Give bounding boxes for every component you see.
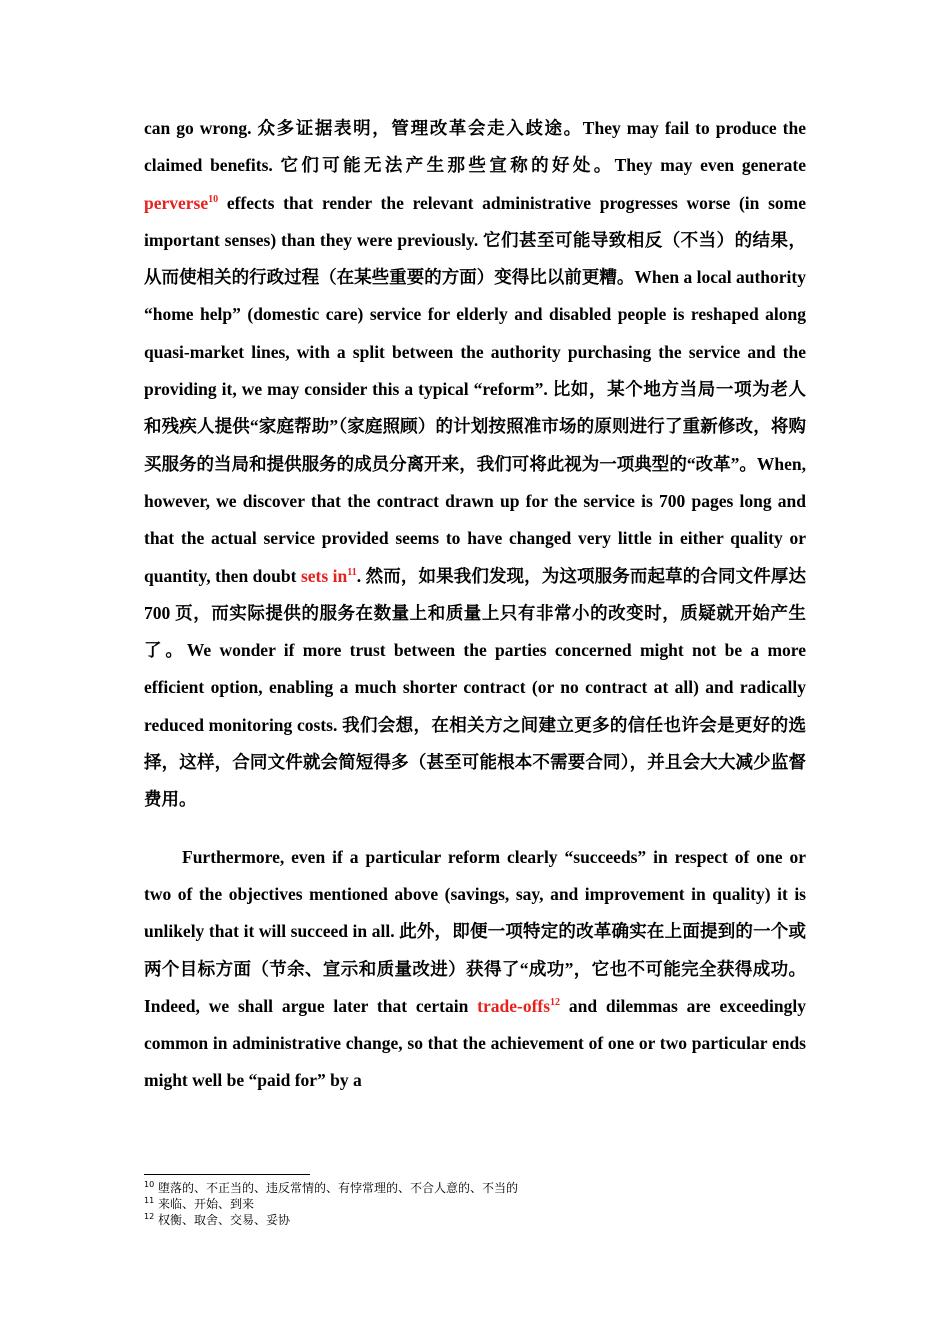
footnote-ref-12: 12 [550, 997, 561, 1008]
footnote-text: 堕落的、不正当的、违反常情的、有悖常理的、不合人意的、不当的 [158, 1181, 519, 1195]
footnote-text: 权衡、取舍、交易、妥协 [158, 1213, 291, 1227]
p2-text-1: Furthermore, even if a particular reform clearly “succeeds” in respect of one or two of the objectives mentioned above (savings, say, and improvement in quality) it is unlikely that it will succeed in all. 此外，即便一项特定的改革确实在上面提到的一个或两个目标方面（节余、宣示和质量改进）获得了“成功”，它也不可能完全获得成功。Indeed, we shall argue later that certain [144, 846, 806, 1016]
footnote-12 [144, 1212, 806, 1228]
footnotes [144, 1180, 806, 1228]
footnote-number: 12 [144, 1212, 155, 1221]
footnote-number: 11 [144, 1196, 155, 1205]
keyword-perverse [144, 193, 218, 213]
footnote-number: 10 [144, 1180, 155, 1189]
footnote-11 [144, 1196, 806, 1212]
p1-text-1: can go wrong. 众多证据表明，管理改革会走入歧途。They may fail to produce the claimed benefits. 它们可能无法产生那些宣称的好处。They may even generate [144, 118, 806, 176]
footnote-text: 来临、开始、到来 [158, 1197, 255, 1211]
footnote-separator [144, 1174, 310, 1175]
p2-text-2: and dilemmas are exceedingly common in administrative change, so that the achievement of one or two particular ends might well be “paid for” by a [144, 995, 806, 1091]
paragraph-1 [144, 110, 806, 819]
keyword-perverse-text: perverse [144, 192, 209, 213]
paragraph-2 [144, 839, 806, 1100]
footnote-10 [144, 1180, 806, 1196]
keyword-sets-in [301, 566, 357, 586]
main-text [144, 110, 806, 1100]
keyword-trade-offs [477, 996, 560, 1016]
footnote-ref-11: 11 [347, 566, 357, 578]
keyword-sets-in-text: sets in [300, 565, 348, 586]
keyword-trade-offs-text: trade-offs [477, 995, 551, 1016]
p1-text-2: effects that render the relevant administrative progresses worse (in some important senses) than they were previously. 它们甚至可能导致相反（不当）的结果，从而使相关的行政过程（在某些重要的方面）变得比以前更糟。When a local authority “home help” (domestic care) service for elderly and disabled people is reshaped along quasi-market lines, with a split between the authority purchasing the service and the providing it, we may consider this a typical “reform”. 比如，某个地方当局一项为老人和残疾人提供“家庭帮助”（家庭照顾）的计划按照准市场的原则进行了重新修改，将购买服务的当局和提供服务的成员分离开来，我们可将此视为一项典型的“改革”。When, however, we discover that the contract drawn up for the service is 700 pages long and that the actual service provided seems to have changed very little in either quality or quantity, then doubt [144, 192, 806, 586]
footnote-ref-10: 10 [208, 193, 219, 205]
p1-text-3: . 然而，如果我们发现，为这项服务而起草的合同文件厚达 700 页，而实际提供的服务在数量上和质量上只有非常小的改变时，质疑就开始产生了。We wonder if more trust between the parties concerned might not be a more efficient option, enabling a much shorter contract (or no contract at all) and radically reduced monitoring costs. 我们会想，在相关方之间建立更多的信任也许会是更好的选择，这样，合同文件就会简短得多（甚至可能根本不需要合同），并且会大大减少监督费用。 [144, 565, 806, 810]
